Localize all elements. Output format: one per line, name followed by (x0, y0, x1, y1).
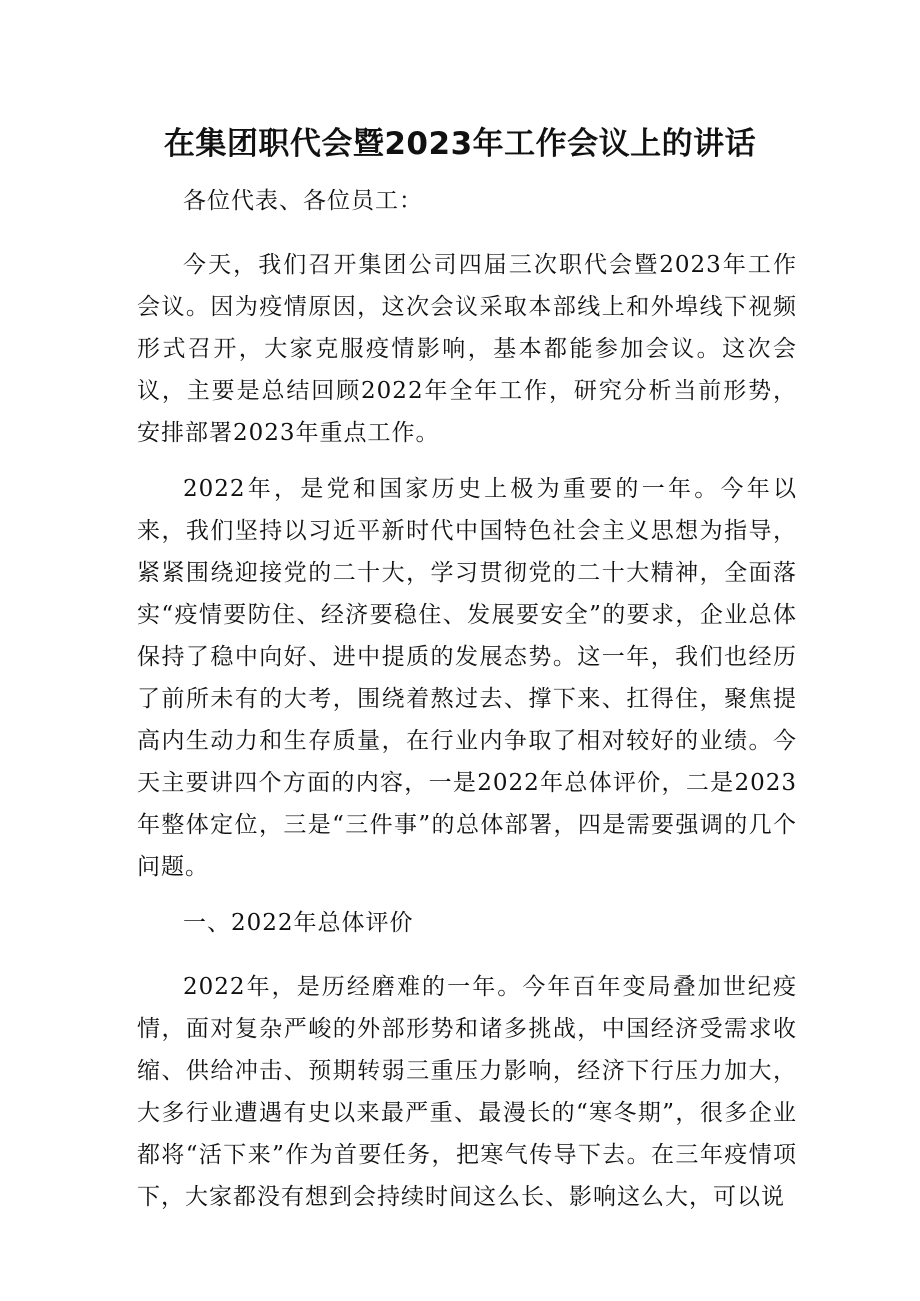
document-body (137, 180, 797, 1232)
paragraph-intro: 今天，我们召开集团公司四届三次职代会暨2023年工作会议。因为疫情原因，这次会议采取本部线上和外埠线下视频形式召开，大家克服疫情影响，基本都能参加会议。这次会议，主要是总结回顾2022年全年工作，研究分析当前形势，安排部署2023年重点工作。 (137, 252, 797, 446)
document-title: 在集团职代会暨2023年工作会议上的讲话 (163, 126, 757, 162)
salutation: 各位代表、各位员工： (183, 188, 423, 214)
section-paragraph: 2022年，是历经磨难的一年。今年百年变局叠加世纪疫情，面对复杂严峻的外部形势和诸多挑战，中国经济受需求收缩、供给冲击、预期转弱三重压力影响，经济下行压力加大，大多行业遭遇有史以来最严重、最漫长的“寒冬期”，很多企业都将“活下来”作为首要任务，把寒气传导下去。在三年疫情项下，大家都没有想到会持续时间这么长、影响这么大，可以说 (137, 974, 797, 1210)
section-heading: 一、2022年总体评价 (183, 910, 414, 936)
paragraph-overview: 2022年，是党和国家历史上极为重要的一年。今年以来，我们坚持以习近平新时代中国特色社会主义思想为指导，紧紧围绕迎接党的二十大，学习贯彻党的二十大精神，全面落实“疫情要防住、经济要稳住、发展要安全”的要求，企业总体保持了稳中向好、进中提质的发展态势。这一年，我们也经历了前所未有的大考，围绕着熬过去、撑下来、扛得住，聚焦提高内生动力和生存质量，在行业内争取了相对较好的业绩。今天主要讲四个方面的内容，一是2022年总体评价，二是2023年整体定位，三是“三件事”的总体部署，四是需要强调的几个问题。 (137, 476, 797, 880)
